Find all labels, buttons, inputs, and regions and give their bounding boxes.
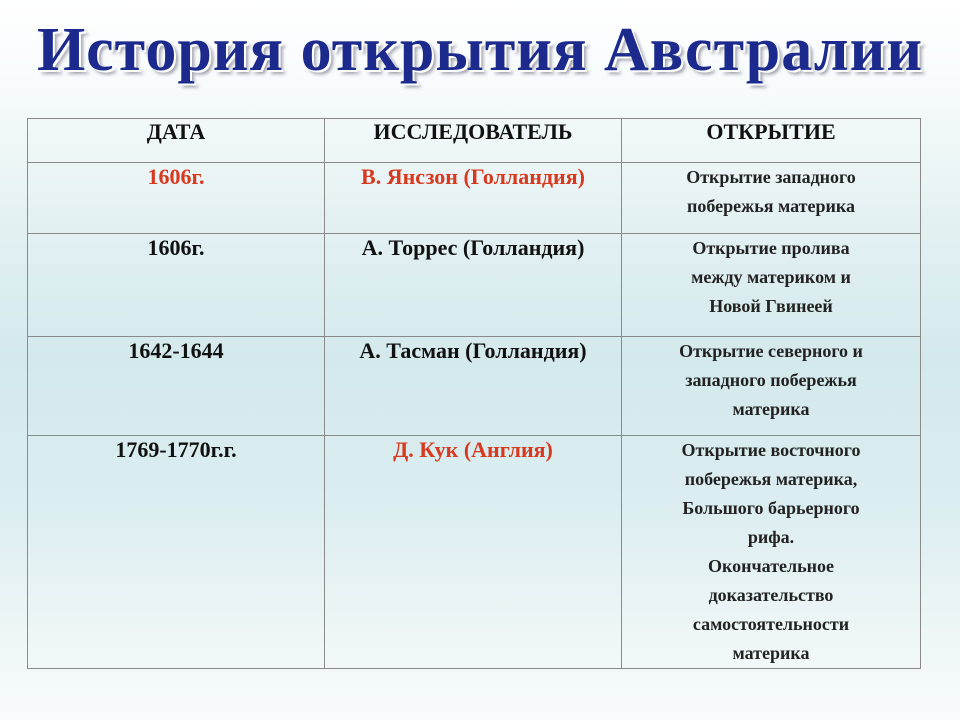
discovery-line: между материком и xyxy=(691,267,851,287)
cell-explorer: А. Тасман (Голландия) xyxy=(325,337,622,436)
cell-date: 1642-1644 xyxy=(28,337,325,436)
table-row xyxy=(28,436,921,669)
discovery-line: доказательство xyxy=(708,585,834,605)
cell-discovery xyxy=(622,436,921,669)
cell-date: 1606г. xyxy=(28,163,325,234)
discovery-line: Новой Гвинеей xyxy=(709,296,833,316)
discovery-line: побережья материка xyxy=(687,196,855,216)
cell-discovery xyxy=(622,163,921,234)
table-header-row xyxy=(28,119,921,163)
discovery-line: материка xyxy=(732,399,810,419)
discovery-line: самостоятельности xyxy=(692,614,850,634)
cell-discovery xyxy=(622,234,921,337)
discovery-line: Окончательное xyxy=(708,556,834,576)
discovery-line: Открытие пролива xyxy=(692,238,850,258)
cell-explorer: А. Торрес (Голландия) xyxy=(325,234,622,337)
page-title: История открытия Австралии xyxy=(36,16,924,84)
cell-date: 1606г. xyxy=(28,234,325,337)
cell-date: 1769-1770г.г. xyxy=(28,436,325,669)
discoveries-table xyxy=(27,118,921,669)
table-row xyxy=(28,234,921,337)
discovery-line: Большого барьерного xyxy=(682,498,860,518)
discovery-line: рифа. xyxy=(747,527,795,547)
cell-explorer: В. Янсзон (Голландия) xyxy=(325,163,622,234)
column-header-discovery: ОТКРЫТИЕ xyxy=(622,119,921,163)
table-row xyxy=(28,163,921,234)
column-header-explorer: ИССЛЕДОВАТЕЛЬ xyxy=(325,119,622,163)
discovery-line: Открытие западного xyxy=(686,167,856,187)
discovery-line: западного побережья xyxy=(685,370,857,390)
column-header-date: ДАТА xyxy=(28,119,325,163)
table-row xyxy=(28,337,921,436)
discovery-line: материка xyxy=(732,643,810,663)
discovery-line: Открытие северного и xyxy=(679,341,863,361)
discovery-line: побережья материка, xyxy=(684,469,858,489)
cell-explorer: Д. Кук (Англия) xyxy=(325,436,622,669)
cell-discovery xyxy=(622,337,921,436)
discovery-line: Открытие восточного xyxy=(681,440,861,460)
